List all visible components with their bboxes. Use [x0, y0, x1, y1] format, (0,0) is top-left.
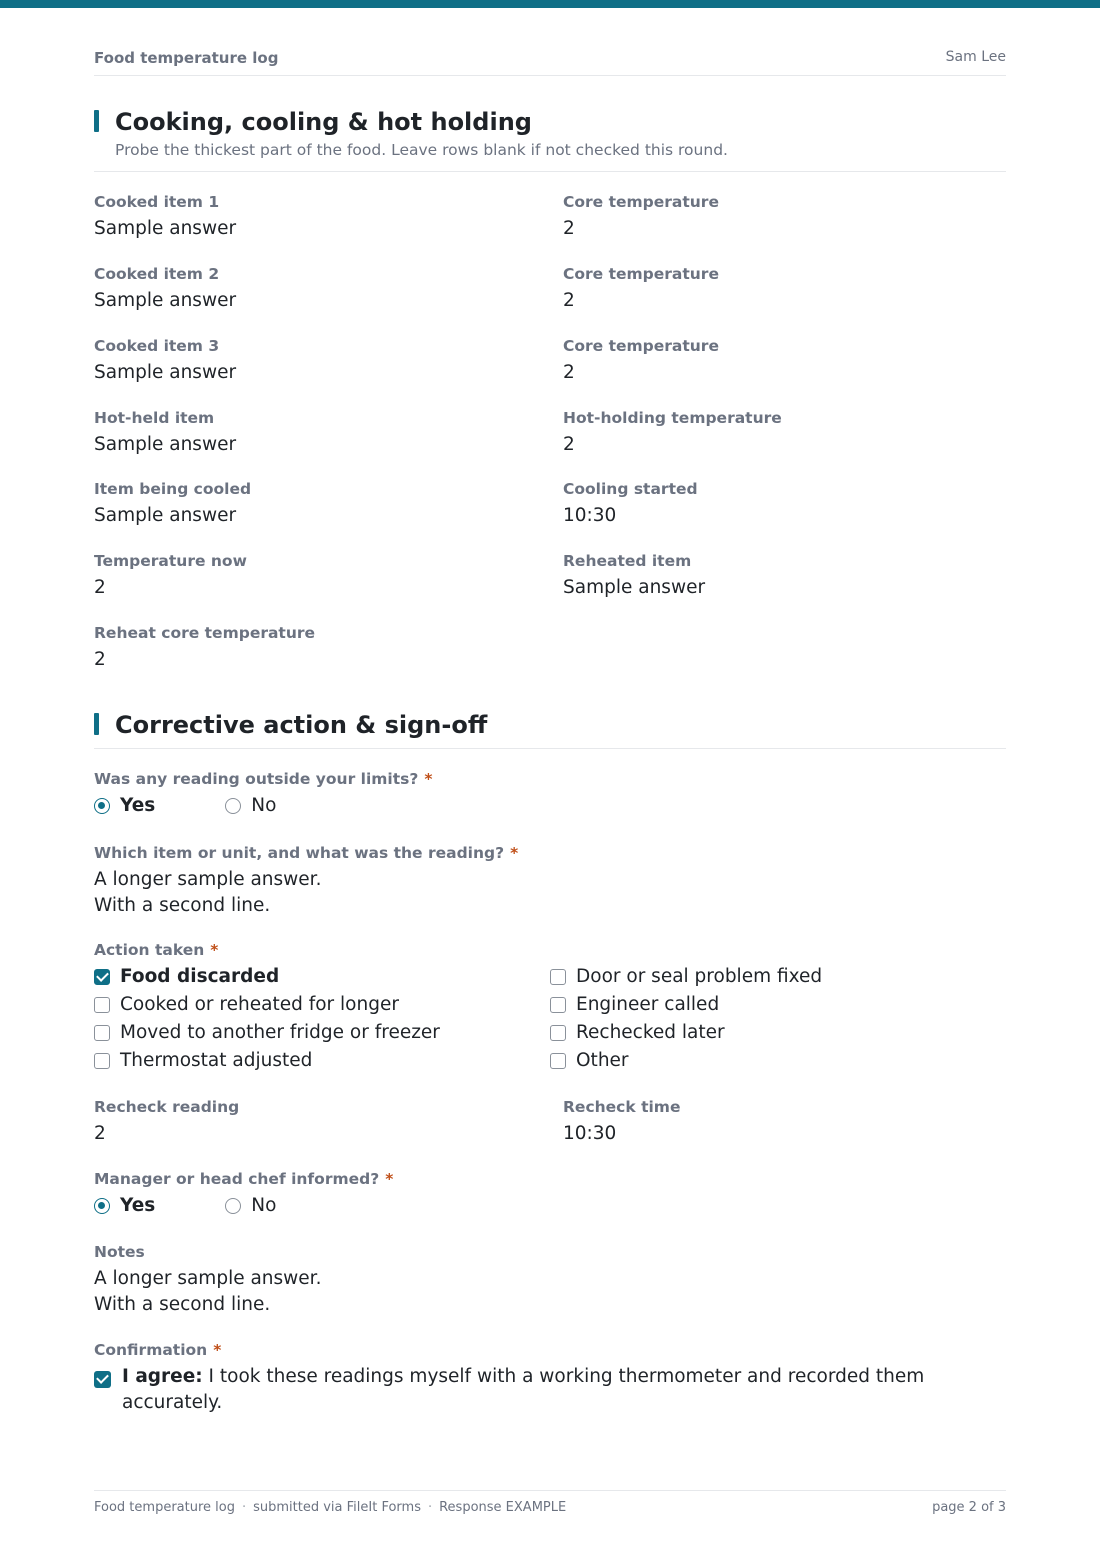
unchecked-box-icon — [550, 997, 566, 1013]
checkbox-other[interactable]: Other — [550, 1050, 629, 1071]
field-label: Notes — [94, 1243, 145, 1261]
field-cooling-started — [563, 479, 1003, 529]
field-manager-informed — [94, 1169, 794, 1189]
field-label: Hot-holding temperature — [563, 409, 782, 427]
field-value: Sample answer — [94, 218, 237, 239]
field-label: Cooked item 3 — [94, 337, 220, 355]
outside-limits-radio-group — [94, 795, 346, 816]
unchecked-box-icon — [94, 1053, 110, 1069]
section-cooking — [94, 106, 1006, 172]
radio-no[interactable]: No — [225, 1195, 276, 1216]
required-marker: * — [385, 1170, 394, 1188]
page-header — [94, 48, 1006, 76]
manager-informed-radio-group — [94, 1195, 346, 1216]
checkbox-food-discarded[interactable]: Food discarded — [94, 966, 279, 987]
unchecked-box-icon — [550, 969, 566, 985]
field-core-temperature-1 — [563, 192, 1003, 242]
unchecked-box-icon — [94, 997, 110, 1013]
field-value: Sample answer — [94, 362, 237, 383]
radio-yes[interactable]: Yes — [94, 1195, 155, 1216]
footer-form-title: Food temperature log — [94, 1500, 235, 1515]
field-value: 2 — [563, 218, 575, 239]
confirmation-text: I agree: I took these readings myself with a working thermometer and recorded them accurately. — [122, 1366, 925, 1413]
field-label: Temperature now — [94, 552, 247, 570]
field-label: Item being cooled — [94, 480, 252, 498]
radio-empty-icon — [225, 798, 241, 814]
unchecked-box-icon — [94, 1025, 110, 1041]
checked-box-icon — [94, 1371, 111, 1388]
field-recheck-reading — [94, 1097, 534, 1147]
field-label: Action taken * — [94, 941, 219, 959]
field-label: Manager or head chef informed? * — [94, 1170, 394, 1188]
field-hot-holding-temperature — [563, 408, 1003, 458]
radio-yes[interactable]: Yes — [94, 795, 155, 816]
confirmation-checkbox[interactable] — [94, 1364, 974, 1416]
checkbox-thermostat-adjusted[interactable]: Thermostat adjusted — [94, 1050, 312, 1071]
radio-selected-icon — [94, 798, 110, 814]
field-which-item — [94, 843, 794, 919]
checkbox-moved-fridge[interactable]: Moved to another fridge or freezer — [94, 1022, 440, 1043]
field-value: Sample answer — [94, 290, 237, 311]
section-title: Cooking, cooling & hot holding — [115, 108, 532, 136]
footer-response: Response EXAMPLE — [439, 1500, 567, 1515]
field-label: Core temperature — [563, 265, 719, 283]
section-corrective-action — [94, 709, 1006, 749]
field-cooked-item-3 — [94, 336, 534, 386]
field-value: 2 — [94, 1123, 106, 1144]
field-cooked-item-1 — [94, 192, 534, 242]
unchecked-box-icon — [550, 1025, 566, 1041]
footer-submitted: submitted via FileIt Forms — [253, 1500, 421, 1515]
field-label: Which item or unit, and what was the reading? * — [94, 844, 519, 862]
radio-no[interactable]: No — [225, 795, 276, 816]
field-label: Was any reading outside your limits? * — [94, 770, 433, 788]
field-value: 2 — [94, 577, 106, 598]
field-value: 2 — [563, 290, 575, 311]
required-marker: * — [510, 844, 519, 862]
field-recheck-time — [563, 1097, 1003, 1147]
field-value: Sample answer — [563, 577, 706, 598]
form-title: Food temperature log — [94, 49, 279, 67]
field-reheated-item — [563, 551, 1003, 601]
section-header — [94, 709, 1006, 749]
field-label: Core temperature — [563, 193, 719, 211]
section-title: Corrective action & sign-off — [115, 711, 488, 739]
field-value: Sample answer — [94, 434, 237, 455]
field-reheat-core-temperature — [94, 623, 534, 673]
checked-box-icon — [94, 969, 110, 985]
required-marker: * — [424, 770, 433, 788]
section-accent-bar — [94, 110, 99, 132]
field-hot-held-item — [94, 408, 534, 458]
page-footer: Food temperature log · submitted via FileIt Forms · Response EXAMPLE page 2 of 3 — [94, 1490, 1006, 1515]
field-label: Confirmation * — [94, 1341, 222, 1359]
field-label: Cooling started — [563, 480, 698, 498]
field-value: 10:30 — [563, 505, 617, 526]
field-core-temperature-2 — [563, 264, 1003, 314]
user-name: Sam Lee — [945, 49, 1006, 65]
field-label: Recheck reading — [94, 1098, 240, 1116]
required-marker: * — [210, 941, 219, 959]
unchecked-box-icon — [550, 1053, 566, 1069]
field-label: Reheat core temperature — [94, 624, 316, 642]
checkbox-rechecked-later[interactable]: Rechecked later — [550, 1022, 725, 1043]
field-value: A longer sample answer. With a second line. — [94, 1268, 322, 1315]
radio-empty-icon — [225, 1198, 241, 1214]
field-action-taken — [94, 940, 534, 960]
checkbox-cooked-longer[interactable]: Cooked or reheated for longer — [94, 994, 399, 1015]
field-label: Cooked item 1 — [94, 193, 220, 211]
field-value: 10:30 — [563, 1123, 617, 1144]
field-outside-limits — [94, 769, 794, 789]
field-label: Cooked item 2 — [94, 265, 220, 283]
section-accent-bar — [94, 713, 99, 735]
field-label: Core temperature — [563, 337, 719, 355]
required-marker: * — [213, 1341, 222, 1359]
field-label: Hot-held item — [94, 409, 215, 427]
section-subtitle: Probe the thickest part of the food. Leave rows blank if not checked this round. — [115, 141, 728, 159]
field-value: A longer sample answer. With a second line. — [94, 869, 322, 916]
field-notes — [94, 1242, 794, 1318]
field-value: 2 — [563, 434, 575, 455]
field-cooked-item-2 — [94, 264, 534, 314]
checkbox-door-seal-fixed[interactable]: Door or seal problem fixed — [550, 966, 822, 987]
field-value: 2 — [563, 362, 575, 383]
field-label: Reheated item — [563, 552, 692, 570]
page-number: page 2 of 3 — [932, 1500, 1006, 1515]
field-label: Recheck time — [563, 1098, 681, 1116]
radio-selected-icon — [94, 1198, 110, 1214]
field-value: Sample answer — [94, 505, 237, 526]
section-header — [94, 106, 1006, 172]
checkbox-engineer-called[interactable]: Engineer called — [550, 994, 719, 1015]
field-core-temperature-3 — [563, 336, 1003, 386]
field-confirmation — [94, 1340, 794, 1360]
field-value: 2 — [94, 649, 106, 670]
field-item-being-cooled — [94, 479, 534, 529]
field-temperature-now — [94, 551, 534, 601]
top-accent-bar — [0, 0, 1100, 8]
